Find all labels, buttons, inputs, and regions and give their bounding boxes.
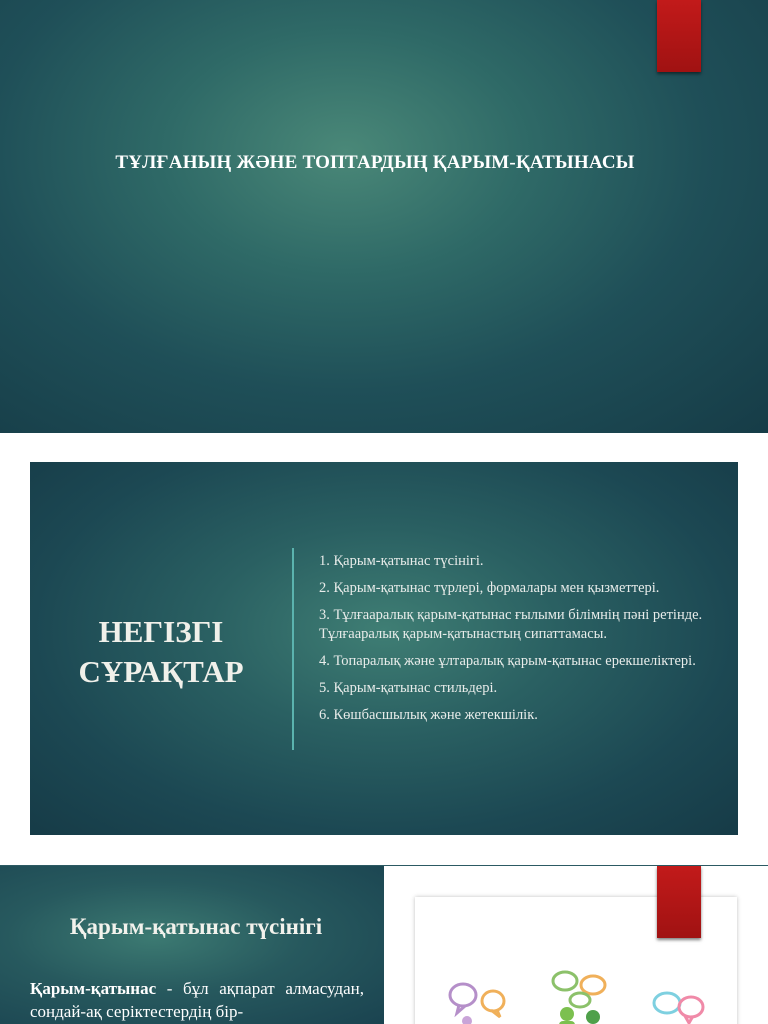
list-item: 2. Қарым-қатынас түрлері, формалары мен қызметтері. bbox=[319, 580, 660, 596]
red-bookmark-ribbon bbox=[657, 866, 701, 938]
list-item: 4. Топаралық және ұлтаралық қарым-қатынас ерекшеліктері. bbox=[319, 652, 696, 669]
definition-body: - бұл ақпарат алмасудан, сондай-ақ серіктестердің бір- bbox=[30, 979, 364, 1021]
red-bookmark-ribbon bbox=[657, 0, 701, 72]
slide-heading: Қарым-қатынас түсінігі bbox=[69, 914, 323, 939]
main-questions-slide bbox=[30, 462, 738, 835]
main-questions-heading: НЕГІЗГІ СҰРАҚТАР bbox=[78, 614, 244, 689]
text-panel bbox=[0, 866, 384, 1024]
title-slide bbox=[0, 0, 768, 433]
vertical-divider bbox=[292, 548, 294, 750]
definition-term: Қарым-қатынас bbox=[30, 979, 157, 998]
list-item: 5. Қарым-қатынас стильдері. bbox=[319, 679, 498, 696]
questions-list bbox=[319, 552, 719, 733]
list-item: 6. Көшбасшылық және жетекшілік. bbox=[319, 706, 538, 723]
list-item: 1. Қарым-қатынас түсінігі. bbox=[319, 553, 484, 569]
presentation-title: ТҰЛҒАНЫҢ ЖӘНЕ ТОПТАРДЫҢ ҚАРЫМ-ҚАТЫНАСЫ bbox=[115, 152, 635, 173]
list-item: 3. Тұлғааралық қарым-қатынас ғылыми білімнің пәні ретінде. Тұлғааралық қарым-қатынастың сипаттамасы. bbox=[319, 607, 703, 642]
communication-concept-slide bbox=[0, 865, 768, 1024]
definition-text bbox=[30, 977, 364, 1023]
